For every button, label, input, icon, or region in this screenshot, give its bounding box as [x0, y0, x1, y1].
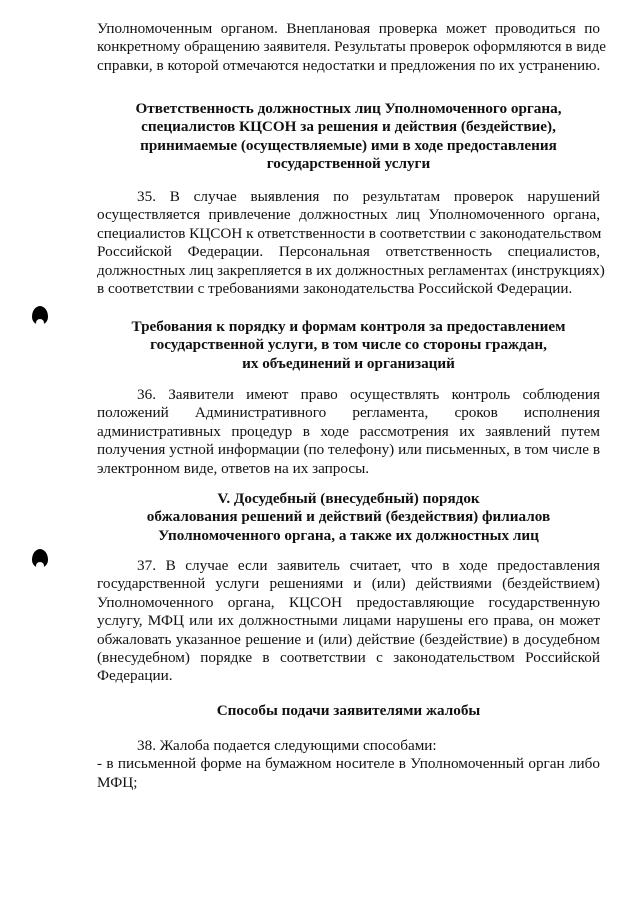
- text-line: электронном виде, ответов на их запросы.: [97, 459, 370, 477]
- text-line: 36. Заявители имеют право осуществлять контроль соблюдения: [137, 386, 600, 403]
- heading-line: Требования к порядку и формам контроля за предоставлением: [131, 318, 566, 335]
- text-line: справки, в которой отмечаются недостатки и предложения по их устранению.: [97, 56, 601, 74]
- text-line: Федерации.: [97, 667, 173, 685]
- heading-line: Ответственность должностных лиц Уполномоченного органа,: [135, 100, 562, 117]
- text-line: административных процедур в ходе рассмотрения их заявлений путем: [97, 422, 600, 440]
- text-line: Уполномоченного органа, КЦСОН предоставляющие государственную: [97, 593, 600, 611]
- heading-line: обжалования решений и действий (бездействия) филиалов: [146, 508, 551, 526]
- heading-line: государственной услуги, в том числе со стороны граждан,: [150, 336, 547, 354]
- section-heading-control-requirements: [97, 318, 600, 373]
- section-heading-pretrial-appeal: [97, 490, 600, 545]
- text-line: осуществляется привлечение должностных лиц Уполномоченного органа,: [97, 206, 600, 224]
- section-heading-complaint-methods: [97, 702, 600, 720]
- paragraph-35: [97, 188, 605, 298]
- text-line: обжаловать указанное решение и (или) действие (бездействие) в досудебном: [97, 630, 600, 648]
- text-line: Уполномоченным органом. Внеплановая проверка может проводиться по: [97, 20, 600, 37]
- text-line: 35. В случае выявления по результатам проверок нарушений: [137, 188, 600, 205]
- text-line: конкретному обращению заявителя. Результаты проверок оформляются в виде: [97, 38, 606, 56]
- heading-line: V. Досудебный (внесудебный) порядок: [217, 490, 480, 507]
- text-line: МФЦ;: [97, 773, 138, 791]
- heading-line: Способы подачи заявителями жалобы: [216, 702, 481, 719]
- text-line: положений Административного регламента, сроков исполнения: [97, 404, 600, 422]
- text-line: Российской Федерации. Персональная ответственность специалистов,: [97, 243, 600, 261]
- text-line: 38. Жалоба подается следующими способами:: [137, 737, 437, 754]
- text-line: услугу, МФЦ или их должностными лицами нарушены его права, он может: [97, 612, 600, 630]
- paragraph-38: [97, 737, 600, 792]
- punch-hole-upper: [32, 306, 48, 324]
- text-line: в соответствии с требованиями законодательства Российской Федерации.: [97, 280, 573, 298]
- text-line: получения устной информации (по телефону) или письменных, в том числе в: [97, 441, 600, 459]
- punch-hole-lower: [32, 549, 48, 567]
- heading-line: Уполномоченного органа, а также их должностных лиц: [158, 526, 539, 544]
- heading-line: государственной услуги: [266, 155, 431, 173]
- intro-paragraph: [97, 20, 606, 75]
- heading-line: специалистов КЦСОН за решения и действия (бездействие),: [141, 118, 556, 136]
- heading-line: принимаемые (осуществляемые) ими в ходе предоставления: [140, 136, 557, 154]
- text-line: должностных лиц закрепляется в их должностных регламентах (инструкциях): [97, 261, 605, 279]
- text-line: (внесудебном) порядке в соответствии с законодательством Российской: [97, 649, 600, 667]
- paragraph-36: [97, 386, 600, 478]
- text-line: специалистов КЦСОН к ответственности в соответствии с законодательством: [97, 224, 602, 242]
- paragraph-37: [97, 557, 600, 686]
- text-line: - в письменной форме на бумажном носителе в Уполномоченный орган либо: [97, 755, 600, 773]
- text-line: государственной услуги решениями и (или) действиями (бездействием): [97, 575, 600, 593]
- heading-line: их объединений и организаций: [242, 354, 455, 372]
- text-line: 37. В случае если заявитель считает, что в ходе предоставления: [137, 557, 600, 574]
- section-heading-responsibility: [97, 100, 600, 174]
